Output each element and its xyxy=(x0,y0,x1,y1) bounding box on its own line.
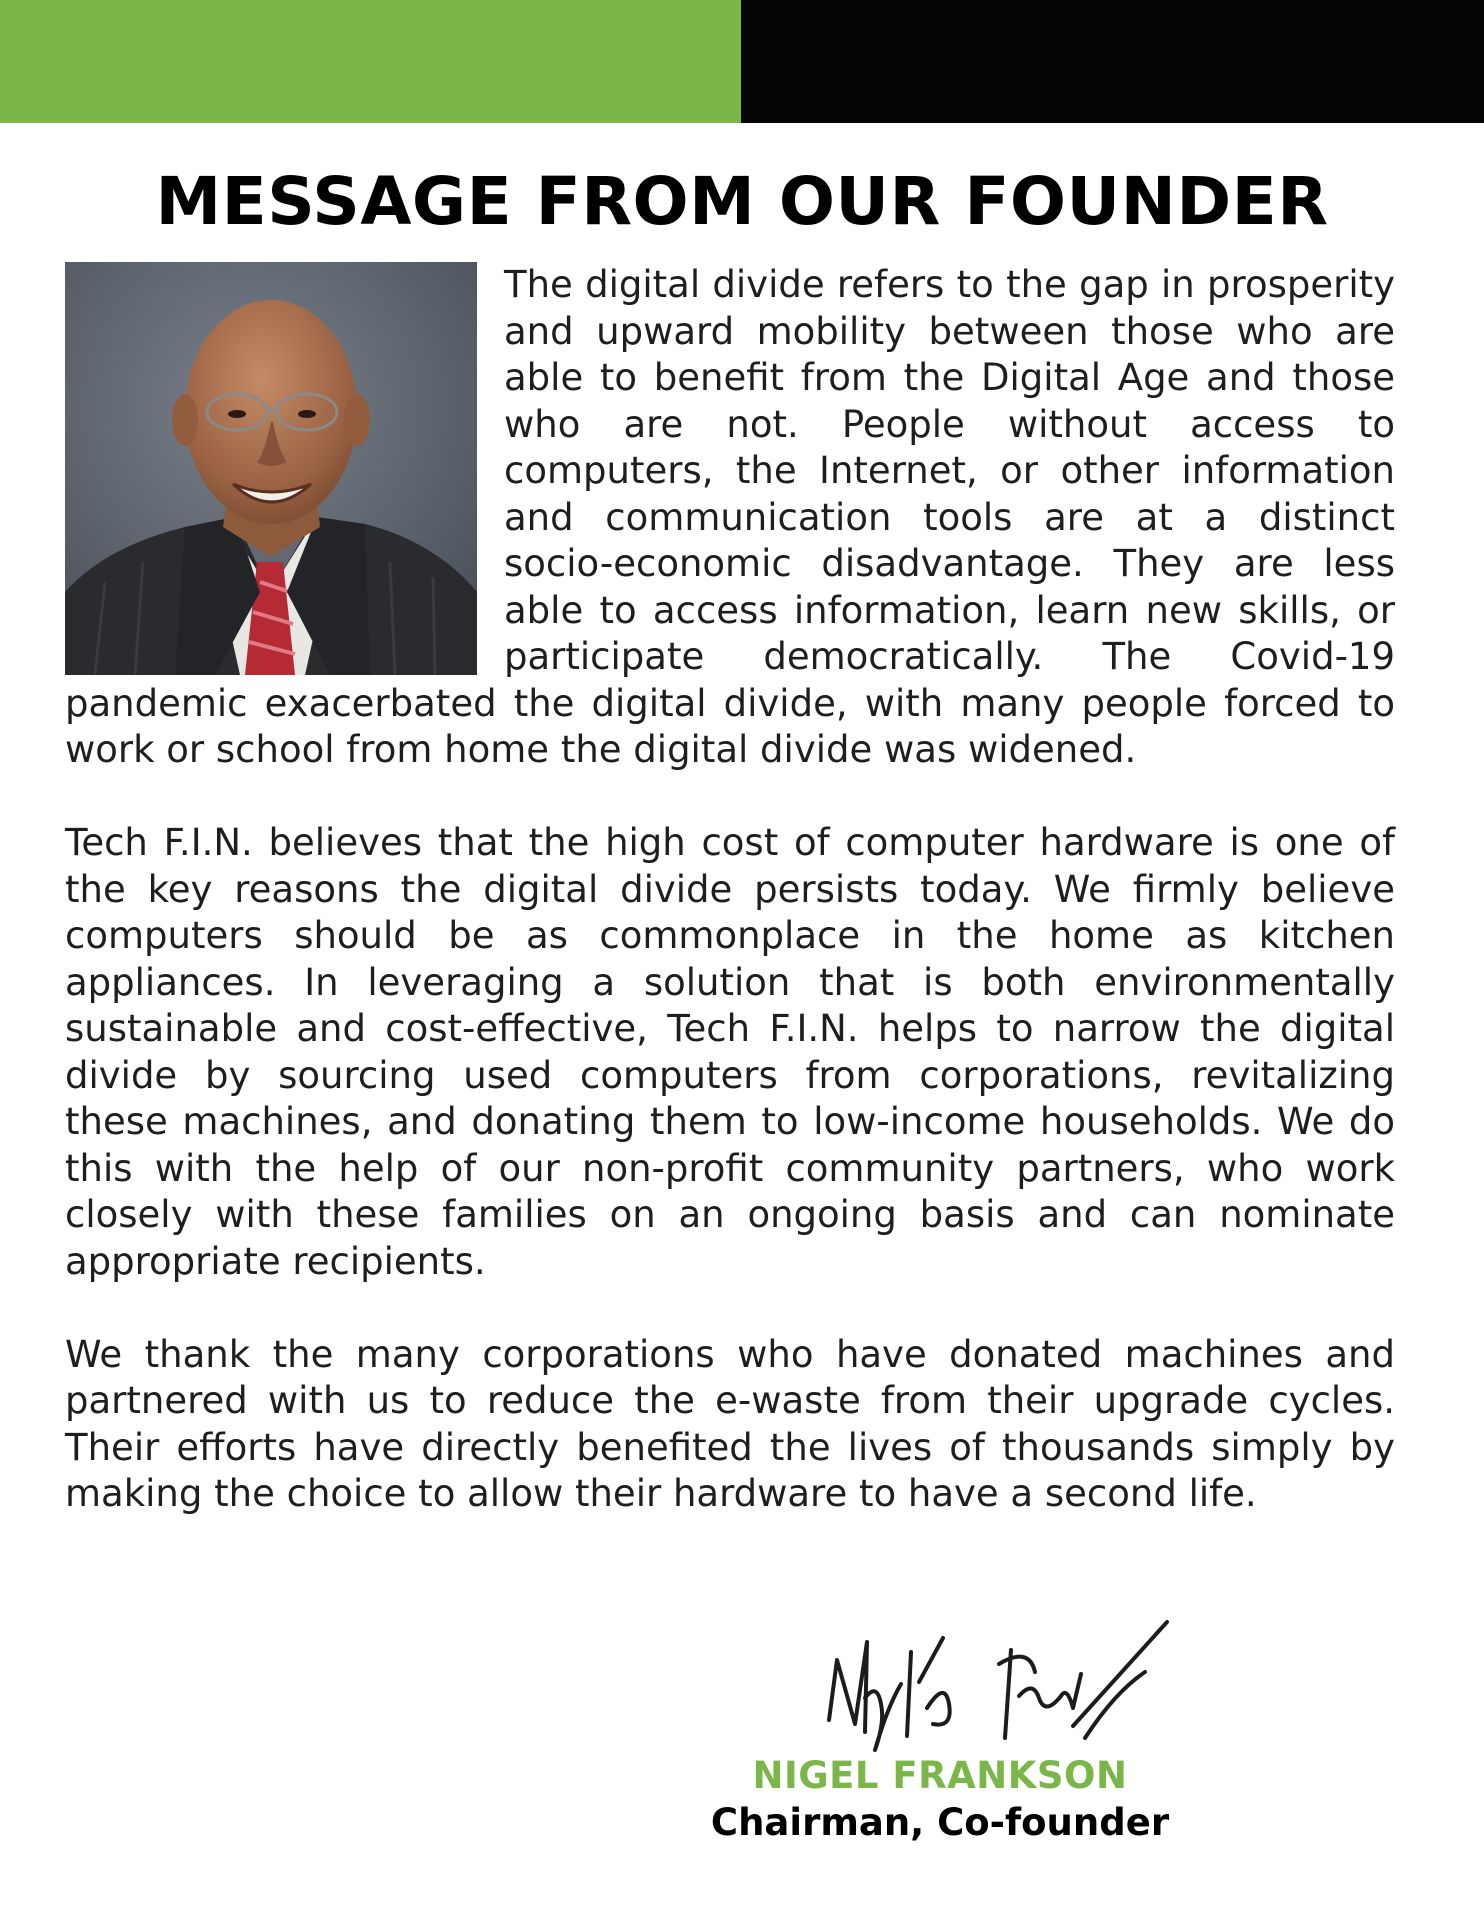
header-color-band xyxy=(0,0,1484,123)
paragraph-thanks: We thank the many corporations who have donated machines and partnered with us to reduce the e-waste from their upgrade cycles. Their efforts have directly benefited the lives of thousands simply by making the choice to allow their hardware to have a second life. xyxy=(65,1332,1395,1515)
paragraph-digital-divide: The digital divide refers to the gap in prosperity and upward mobility between those who are able to benefit from the Digital Age and those who are not. People without access to computers, the Internet, or other information and communication tools are at a distinct socio-economic disadvantage. They are less able to access information, learn new skills, or participate democratically. The Covid-19 pandemic exacerbated the digital divide, with many people forced to work or school from home the digital divide was widened. xyxy=(65,263,1395,771)
founder-signature xyxy=(815,1612,1175,1757)
header-green-band xyxy=(0,0,741,123)
founder-role: Chairman, Co-founder xyxy=(710,1801,1170,1844)
founder-name: NIGEL FRANKSON xyxy=(752,1754,1128,1797)
page-title: MESSAGE FROM OUR FOUNDER xyxy=(155,163,1329,240)
paragraph-tech-fin: Tech F.I.N. believes that the high cost of computer hardware is one of the key reasons the digital divide persists today. We firmly believe computers should be as commonplace in the home as kitchen appliances. In leveraging a solution that is both environmentally sustainable and cost-effective, Tech F.I.N. helps to narrow the digital divide by sourcing used computers from corporations, revitalizing these machines, and donating them to low-income households. We do this with the help of our non-profit community partners, who work closely with these families on an ongoing basis and can nominate appropriate recipients. xyxy=(65,821,1395,1283)
message-body xyxy=(65,262,1395,1518)
founder-portrait xyxy=(65,262,477,675)
header-black-band xyxy=(741,0,1484,123)
